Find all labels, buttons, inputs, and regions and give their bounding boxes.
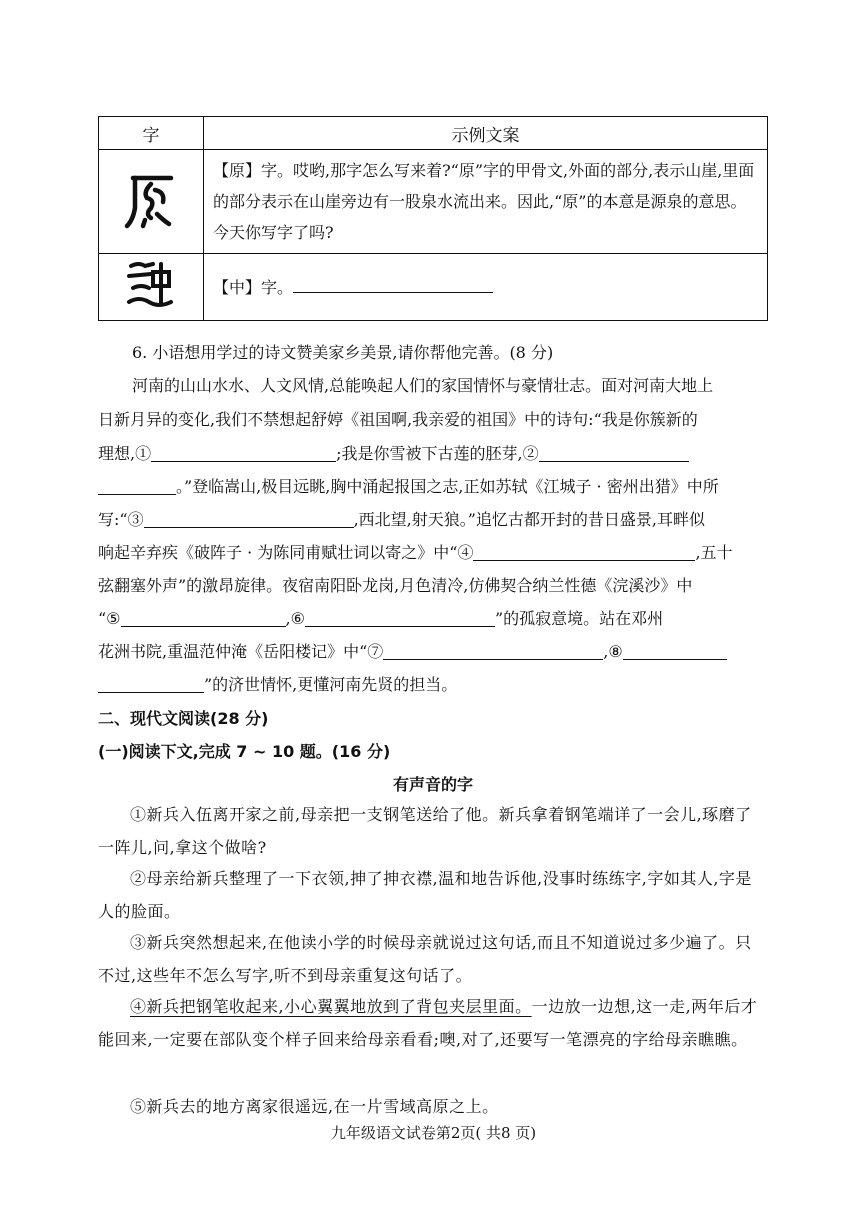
article-paragraph-5: ⑤新兵去的地方离家很遥远,在一片雪域高原之上。 xyxy=(130,1097,499,1116)
article-paragraph-3: ③新兵突然想起来,在他读小学的时候母亲就说过这句话,而且不知道说过多少遍了。只不过,这些年不怎么写字,听不到母亲重复这句话了。 xyxy=(98,933,752,985)
table-header-example: 示例文案 xyxy=(204,117,768,150)
q6-text: ,⑧ xyxy=(603,642,623,661)
answer-blank-1[interactable] xyxy=(151,445,336,462)
q6-line: 弦翻塞外声”的激昂旋律。夜宿南阳卧龙岗,月色清冷,仿佛契合纳兰性德《浣溪沙》中 xyxy=(98,576,693,595)
seal-script-yuan-icon xyxy=(99,150,204,254)
article-paragraph-1: ①新兵入伍离开家之前,母亲把一支钢笔送给了他。新兵拿着钢笔端详了一会儿,琢磨了一阵儿,问,拿这个做啥? xyxy=(98,805,752,857)
page-footer: 九年级语文试卷第2页( 共8 页) xyxy=(330,1124,537,1142)
table-row xyxy=(99,150,768,254)
answer-blank-5[interactable] xyxy=(121,610,286,627)
section-2-heading: 二、现代文阅读(28 分) xyxy=(98,709,269,728)
table-header-char: 字 xyxy=(99,117,204,150)
q6-text: 响起辛弃疾《破阵子 · 为陈同甫赋壮词以寄之》中“④ xyxy=(98,543,474,562)
underlined-sentence: ④新兵把钢笔收起来,小心翼翼地放到了背包夹层里面。 xyxy=(130,997,532,1016)
q6-text: ,五十 xyxy=(695,543,733,562)
q6-text: ”的孤寂意境。站在邓州 xyxy=(494,609,664,628)
article-paragraph-4 xyxy=(98,990,768,1056)
answer-blank-7[interactable] xyxy=(383,643,603,660)
q6-text: ;我是你雪被下古莲的胚芽,② xyxy=(336,444,539,463)
seal-script-zhong-icon xyxy=(123,258,179,312)
q6-text: 理想,① xyxy=(98,444,152,463)
question-6-title: 6. 小语想用学过的诗文赞美家乡美景,请你帮他完善。(8 分) xyxy=(132,343,554,362)
answer-blank-6[interactable] xyxy=(305,610,495,627)
answer-blank-8-cont[interactable] xyxy=(98,676,204,693)
answer-blank-2[interactable] xyxy=(539,445,689,462)
answer-blank-8[interactable] xyxy=(623,643,727,660)
q6-text: “⑤ xyxy=(98,609,121,628)
example-table xyxy=(98,116,768,321)
q6-line: 日新月异的变化,我们不禁想起舒婷《祖国啊,我亲爱的祖国》中的诗句:“我是你簇新的 xyxy=(98,410,698,429)
answer-blank-4[interactable] xyxy=(473,544,695,561)
article-text: 一边放一边想,这一走,两年后才能回来,一定要在部队变个样子回来给母亲看看;噢,对了,还要写一笔漂亮的字给母亲瞧瞧。 xyxy=(98,997,758,1049)
article-paragraph-2: ②母亲给新兵整理了一下衣领,抻了抻衣襟,温和地告诉他,没事时练练字,字如其人,字是人的脸面。 xyxy=(98,869,752,921)
seal-script-yuan-icon xyxy=(121,168,181,232)
table-row xyxy=(99,254,768,321)
q6-text: 花洲书院,重温范仲淹《岳阳楼记》中“⑦ xyxy=(98,642,384,661)
answer-blank-3[interactable] xyxy=(144,511,354,528)
example-zhong-text: 【中】字。 xyxy=(213,277,294,297)
q6-text: ,西北望,射天狼。”追忆古都开封的昔日盛景,耳畔似 xyxy=(353,510,706,529)
answer-blank-2-cont[interactable] xyxy=(98,478,176,495)
section-2-1-heading: (一)阅读下文,完成 7 ~ 10 题。(16 分) xyxy=(98,742,391,761)
article-title: 有声音的字 xyxy=(392,775,473,794)
seal-script-zhong-icon xyxy=(99,254,204,321)
q6-text: 写:“③ xyxy=(98,510,144,529)
q6-text: ,⑥ xyxy=(285,609,305,628)
answer-blank[interactable] xyxy=(293,291,493,293)
q6-line: 河南的山山水水、人文风情,总能唤起人们的家国情怀与豪情壮志。面对河南大地上 xyxy=(132,376,714,395)
q6-text: ”的济世情怀,更懂河南先贤的担当。 xyxy=(204,675,458,694)
q6-text: 。”登临嵩山,极目远眺,胸中涌起报国之志,正如苏轼《江城子 · 密州出猎》中所 xyxy=(176,477,719,496)
example-yuan-text: 【原】字。哎哟,那字怎么写来着?“原”字的甲骨文,外面的部分,表示山崖,里面的部分表示在山崖旁边有一股泉水流出来。因此,“原”的本意是源泉的意思。今天你写字了吗? xyxy=(204,150,768,254)
